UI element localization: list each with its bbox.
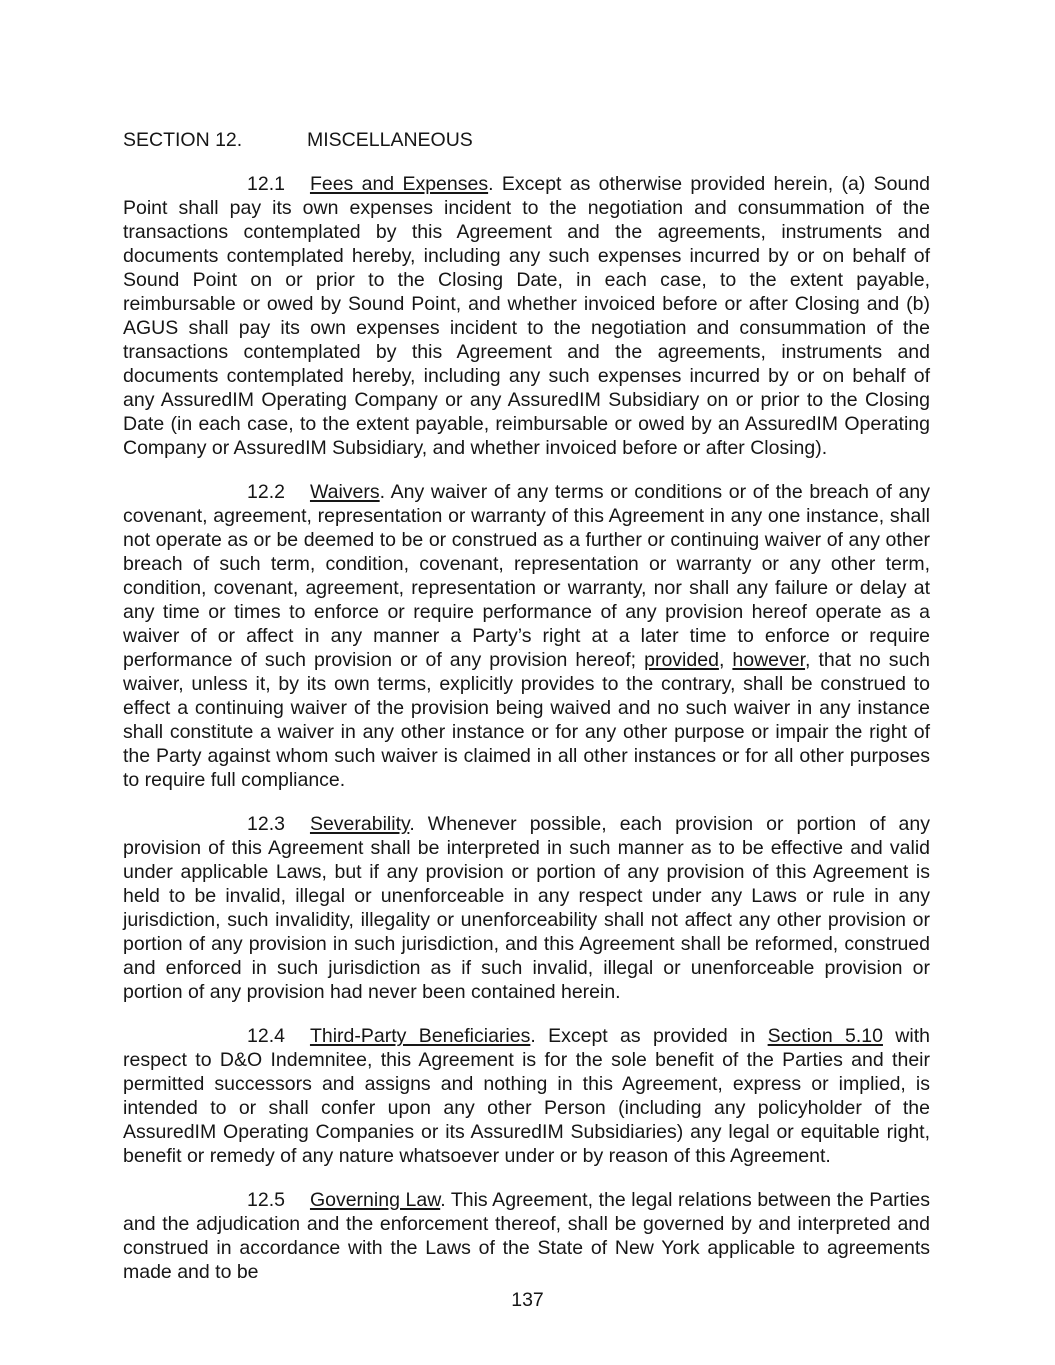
paragraph-text-segment: . Except as otherwise provided herein, (a) Sound Point shall pay its own expenses incident to the negotiation and consummation of the transactions contemplated by this Agreement and the agreements, instruments and documents contemplated hereby, including any such expenses incurred by or on behalf of Sound Point on or prior to the Closing Date, in each case, to the extent payable, reimbursable or owed by Sound Point, and whether invoiced before or after Closing and (b) AGUS shall pay its own expenses incident to the negotiation and consummation of the transactions contemplated by this Agreement and the agreements, instruments and documents contemplated hereby, including any such expenses incurred by or on behalf of any AssuredIM Operating Company or any AssuredIM Subsidiary on or prior to the Closing Date (in each case, to the extent payable, reimbursable or owed by an AssuredIM Operating Company or AssuredIM Subsidiary, and whether invoiced before or after Closing).	[123, 173, 931, 459]
document-content	[123, 128, 930, 1284]
paragraph-number: 12.3	[247, 813, 285, 835]
paragraph-12.4	[123, 1024, 930, 1168]
underlined-term: however	[732, 649, 806, 671]
paragraphs-container	[123, 172, 930, 1284]
underlined-term: Section 5.10	[767, 1025, 883, 1047]
paragraph-text-segment: with respect to D&O Indemnitee, this Agreement is for the sole benefit of the Parties and their permitted successors and assigns and nothing in this Agreement, express or implied, is intended to or shall confer upon any other Person (including any policyholder of the AssuredIM Operating Companies or its AssuredIM Subsidiaries) any legal or equitable right, benefit or remedy of any nature whatsoever under or by reason of this Agreement.	[123, 1025, 930, 1167]
paragraph-number: 12.2	[247, 481, 285, 503]
underlined-term: Waivers	[309, 481, 380, 503]
paragraph-12.5	[123, 1188, 930, 1284]
underlined-term: provided	[644, 649, 719, 671]
paragraph-text-segment: . Any waiver of any terms or conditions or of the breach of any covenant, agreement, representation or warranty of this Agreement in any one instance, shall not operate as or be deemed to be or construed as a further or continuing waiver of any other breach of such term, condition, covenant, representation or warranty or any other term, condition, covenant, agreement, representation or warranty, nor shall any failure or delay at any time or times to enforce or require performance of any provision hereof operate as a waiver of or affect in any manner a Party’s right at a later time to enforce or require performance of such provision or of any provision hereof;	[123, 481, 930, 671]
paragraph-12.1	[123, 172, 930, 460]
page-number: 137	[511, 1289, 544, 1311]
paragraph-number: 12.1	[247, 173, 285, 195]
paragraph-12.2	[123, 480, 930, 792]
paragraph-12.3	[123, 812, 930, 1004]
paragraph-number: 12.4	[247, 1025, 285, 1047]
section-title: MISCELLANEOUS	[307, 129, 473, 151]
paragraph-number: 12.5	[247, 1189, 285, 1211]
underlined-term: Governing Law	[309, 1189, 441, 1211]
section-number: SECTION 12.	[123, 129, 243, 151]
paragraph-text-segment: ,	[718, 649, 733, 671]
paragraph-text-segment: , that no such waiver, unless it, by its own terms, explicitly provides to the contrary, shall be construed to effect a continuing waiver of the provision being waived and no such waiver in any instance shall constitute a waiver in any other instance or for any other purpose or impair the right of the Party against whom such waiver is claimed in all other instances or for all other purposes to require full compliance.	[123, 649, 930, 791]
underlined-term: Fees and Expenses	[309, 173, 489, 195]
paragraph-text-segment: . This Agreement, the legal relations between the Parties and the adjudication and the enforcement thereof, shall be governed by and interpreted and construed in accordance with the Laws of the State of New York applicable to agreements made and to be	[123, 1189, 930, 1283]
paragraph-text-segment: . Whenever possible, each provision or portion of any provision of this Agreement shall be interpreted in such manner as to be effective and valid under applicable Laws, but if any provision or portion of any provision of this Agreement is held to be invalid, illegal or unenforceable in any respect under any Laws or rule in any jurisdiction, such invalidity, illegality or unenforceability shall not affect any other provision or portion of any provision in such jurisdiction, and this Agreement shall be reformed, construed and enforced in such jurisdiction as if such invalid, illegal or unenforceable provision or portion of any provision had never been contained herein.	[123, 813, 930, 1003]
paragraph-text-segment: . Except as provided in	[530, 1025, 768, 1047]
underlined-term: Third-Party Beneficiaries	[309, 1025, 531, 1047]
underlined-term: Severability	[309, 813, 410, 835]
section-heading	[123, 128, 930, 152]
